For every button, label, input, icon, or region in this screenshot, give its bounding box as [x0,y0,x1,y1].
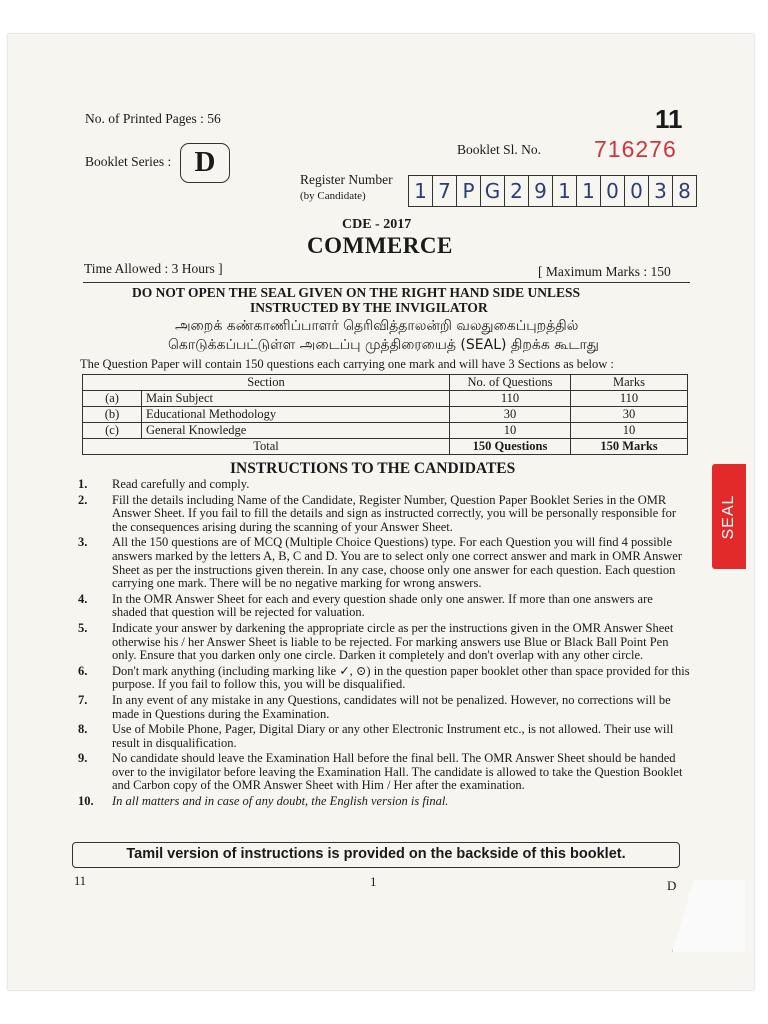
register-digit-cell[interactable]: 9 [529,176,553,206]
exam-subject: COMMERCE [307,233,453,258]
instruction-number: 3. [78,535,88,550]
section-marks: 30 [571,407,688,423]
register-digit-cell[interactable]: 3 [649,176,673,206]
instruction-number: 5. [78,620,88,635]
table-row [83,423,688,439]
instruction-text: In all matters and in case of any doubt, the English version is final. [112,794,449,809]
section-marks: 110 [571,391,688,407]
register-digit-cell[interactable]: P [457,176,481,206]
register-sublabel: (by Candidate) [300,190,366,202]
seal-warning-line-2: INSTRUCTED BY THE INVIGILATOR [250,300,488,315]
series-letter: D [667,878,677,893]
section-name: General Knowledge [142,423,450,439]
register-digit-cell[interactable]: 0 [601,176,625,206]
divider [83,282,690,283]
table-header-marks: Marks [571,375,688,391]
instruction-text: Use of Mobile Phone, Pager, Digital Diary or any other Electronic Instrument etc., is not allowed. Their use will result in disqualification. [112,722,674,750]
booklet-serial-number: 716276 [594,136,677,162]
table-row [83,391,688,407]
seal-warning-line-1: DO NOT OPEN THE SEAL GIVEN ON THE RIGHT HAND SIDE UNLESS [132,285,580,300]
section-questions: 110 [450,391,571,407]
table-header-row [83,375,688,391]
seal-sticker[interactable] [712,464,746,569]
instruction-number: 2. [78,492,88,507]
instruction-item [78,752,690,793]
instructions-title: INSTRUCTIONS TO THE CANDIDATES [230,460,516,477]
section-marks: 10 [571,423,688,439]
register-label: Register Number [300,172,393,187]
instruction-item [78,795,690,809]
register-digit-cell[interactable]: 8 [678,179,691,203]
instruction-number: 6. [78,663,88,678]
exam-code: CDE - 2017 [342,217,412,232]
section-code: (a) [83,391,142,407]
instruction-item [78,478,690,492]
register-digit-cell[interactable]: 1 [577,176,601,206]
table-header-questions: No. of Questions [450,375,571,391]
section-table [82,374,688,455]
table-row [83,407,688,423]
tamil-version-note: Tamil version of instructions is provided on the backside of this booklet. [72,842,680,868]
booklet-series-box: D [180,143,230,183]
section-name: Main Subject [142,391,450,407]
instruction-number: 7. [78,692,88,707]
register-digit-cell[interactable]: 0 [625,176,649,206]
section-questions: 30 [450,407,571,423]
seal-warning-tamil-2: கொடுக்கப்பட்டுள்ள அடைப்பு முத்திரையைத் (SEAL) திறக்க கூடாது [168,337,599,353]
maximum-marks: [ Maximum Marks : 150 [538,264,671,279]
section-name: Educational Methodology [142,407,450,423]
seal-label: SEAL [720,494,737,539]
register-digit-cell[interactable]: 1 [409,176,433,206]
register-number-grid[interactable] [408,175,697,207]
instruction-item [78,494,690,535]
section-code: (c) [83,423,142,439]
instruction-number: 9. [78,751,88,766]
page-code: 11 [655,104,683,134]
time-allowed: Time Allowed : 3 Hours ] [84,261,223,276]
register-digit-cell[interactable]: G [481,176,505,206]
register-digit-cell[interactable]: 1 [553,176,577,206]
instruction-text: Read carefully and comply. [112,477,250,491]
instruction-text: Fill the details including Name of the Candidate, Register Number, Question Paper Booklet Series in the OMR Answer Sheet. If you fail to fill the details and sign as instructed correctly, you will be personally responsible for the consequences arising during the scanning of your Answer Sheet. [112,492,676,534]
instructions-list [78,478,690,811]
footer-left-code: 11 [74,874,87,888]
total-questions: 150 Questions [450,439,571,455]
table-total-row [83,439,688,455]
instruction-item [78,622,690,663]
instruction-item [78,536,690,590]
booklet-sl-label: Booklet Sl. No. [457,142,542,157]
section-code: (b) [83,407,142,423]
register-digit-cell[interactable]: 2 [505,176,529,206]
instruction-item [78,694,690,721]
instruction-text: Don't mark anything (including marking like ✓, ⊙) in the question paper booklet other than space provided for this purpose. If you fail to follow this, you will be disqualified. [112,663,690,692]
instruction-text: No candidate should leave the Examination Hall before the final bell. The OMR Answer Sheet should be handed over to the invigilator before leaving the Examination Hall. The candidate is allowed to take the Question Booklet and Carbon copy of the OMR Answer Sheet with Him / Her after the examination. [112,751,683,793]
total-marks: 150 Marks [571,439,688,455]
seal-warning-tamil-1: அறைக் கண்காணிப்பாளர் தெரிவித்தாலன்றி வலதுகைப்புறத்தில் [175,318,579,334]
instruction-item [78,723,690,750]
instruction-item [78,665,690,692]
printed-pages: No. of Printed Pages : 56 [85,111,221,126]
register-digit-cell[interactable]: 7 [433,176,457,206]
instruction-number: 8. [78,722,88,737]
total-label: Total [83,439,450,455]
instruction-number: 10. [78,794,94,809]
table-header-section: Section [83,375,450,391]
instruction-text: In the OMR Answer Sheet for each and every question shade only one answer. If more than one answers are shaded that question will be rejected for valuation. [112,591,653,620]
section-questions: 10 [450,423,571,439]
question-info: The Question Paper will contain 150 questions each carrying one mark and will have 3 Sections as below : [80,357,614,371]
instruction-number: 1. [78,477,88,491]
page-number: 1 [370,874,377,889]
booklet-series-label: Booklet Series : [85,154,172,169]
instruction-text: All the 150 questions are of MCQ (Multiple Choice Questions) type. For each Question you will find 4 possible answers marked by the letters A, B, C and D. You are to select only one correct answer and mark in OMR Answer Sheet as per the instructions given therein. In any case, choose only one answer for each question. Each question carrying one mark. There will be no negative marking for wrong answers. [112,535,683,591]
instruction-text: In any event of any mistake in any Questions, candidates will not be penalized. However, no corrections will be made in Questions during the Examination. [112,692,671,721]
instruction-item [78,593,690,620]
instruction-text: Indicate your answer by darkening the appropriate circle as per the instructions given in the OMR Answer Sheet otherwise his / her Answer Sheet is liable to be rejected. For marking answers use Blue or Black Ball Point Pen only. Ensure that you darken only one circle. Darken it completely and don't overlap with any other circle. [112,620,674,663]
instruction-number: 4. [78,591,88,606]
